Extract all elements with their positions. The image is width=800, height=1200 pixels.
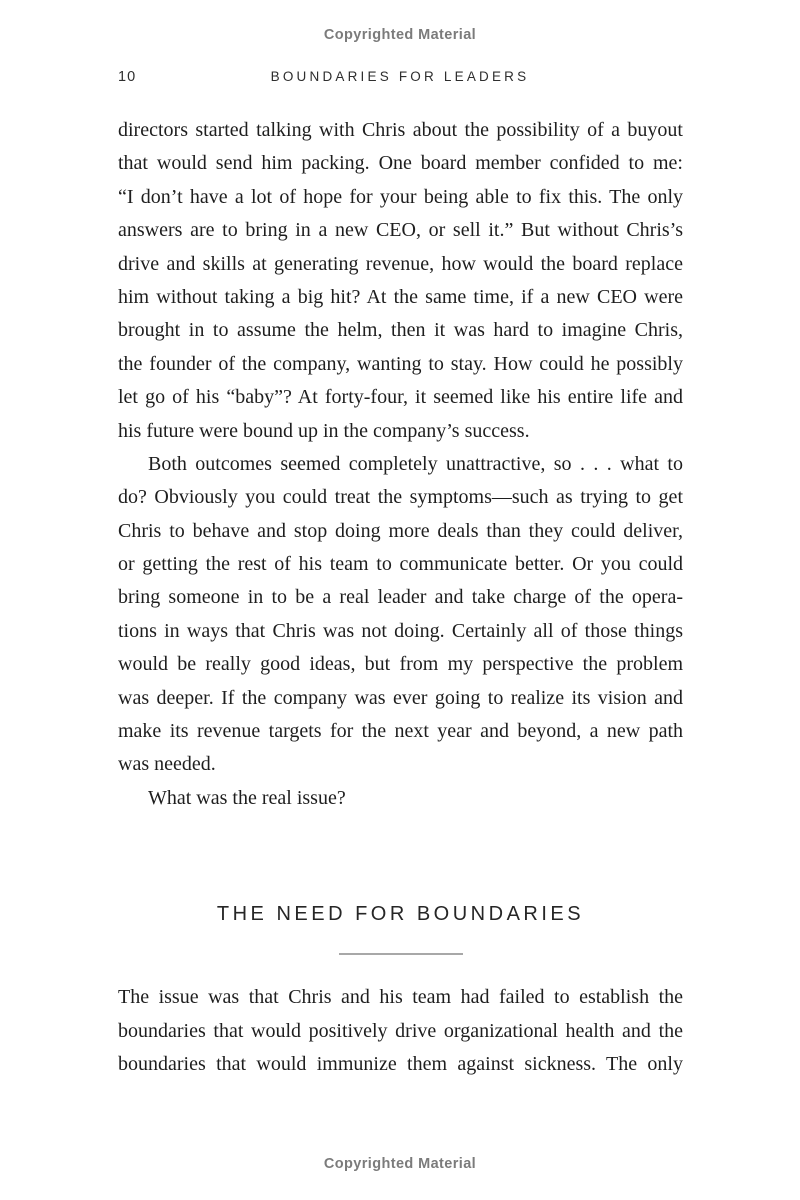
body-paragraph — [118, 448, 683, 782]
body-paragraph — [118, 981, 683, 1081]
text-line: “I don’t have a lot of hope for your being able to fix this. The only — [118, 185, 683, 208]
text-line: Both outcomes seemed completely unattractive, so . . . what to — [148, 452, 683, 475]
text-line: tions in ways that Chris was not doing. Certainly all of those things — [118, 619, 683, 642]
text-line: Chris to behave and stop doing more deals than they could deliver, — [118, 519, 683, 542]
text-line: answers are to bring in a new CEO, or sell it.” But without Chris’s — [118, 219, 683, 242]
text-line: directors started talking with Chris about the possibility of a buyout — [118, 119, 683, 141]
page-number: 10 — [118, 69, 137, 85]
text-line: The issue was that Chris and his team had failed to establish the — [118, 986, 683, 1009]
body-text-block — [118, 114, 683, 1081]
text-line: him without taking a big hit? At the same time, if a new CEO were — [118, 285, 683, 308]
text-line: was deeper. If the company was ever going to realize its vision and — [118, 686, 683, 709]
text-line: was needed. — [118, 753, 216, 776]
copyright-notice-bottom: Copyrighted Material — [323, 1156, 477, 1172]
copyright-notice-top: Copyrighted Material — [323, 27, 477, 43]
body-paragraph — [118, 114, 683, 448]
text-line: would be really good ideas, but from my perspective the problem — [118, 653, 683, 676]
page-header — [0, 69, 800, 89]
text-line: do? Obviously you could treat the symptoms—such as trying to get — [118, 486, 683, 509]
body-paragraphs-after-heading — [118, 981, 683, 1081]
text-line: that would send him packing. One board member confided to me: — [118, 152, 683, 175]
text-line: the founder of the company, wanting to stay. How could he possibly — [118, 352, 683, 375]
text-line: drive and skills at generating revenue, how would the board replace — [118, 252, 683, 275]
section-divider-rule — [339, 953, 463, 955]
text-line: make its revenue targets for the next year and beyond, a new path — [118, 720, 683, 743]
text-line: boundaries that would positively drive organizational health and the — [118, 1019, 683, 1042]
section-heading: THE NEED FOR BOUNDARIES — [216, 903, 585, 926]
text-line: brought in to assume the helm, then it was hard to imagine Chris, — [118, 319, 683, 342]
body-paragraphs-before-heading — [118, 114, 683, 815]
text-line: let go of his “baby”? At forty-four, it seemed like his entire life and — [118, 386, 683, 409]
text-line: What was the real issue? — [148, 786, 346, 809]
text-line: his future were bound up in the company’s success. — [118, 419, 530, 442]
text-line: or getting the rest of his team to communicate better. Or you could — [118, 553, 683, 576]
running-title: BOUNDARIES FOR LEADERS — [270, 69, 530, 84]
body-paragraph — [118, 782, 683, 815]
text-line: bring someone in to be a real leader and take charge of the opera- — [118, 586, 683, 609]
text-line: boundaries that would immunize them against sickness. The only — [118, 1052, 683, 1075]
